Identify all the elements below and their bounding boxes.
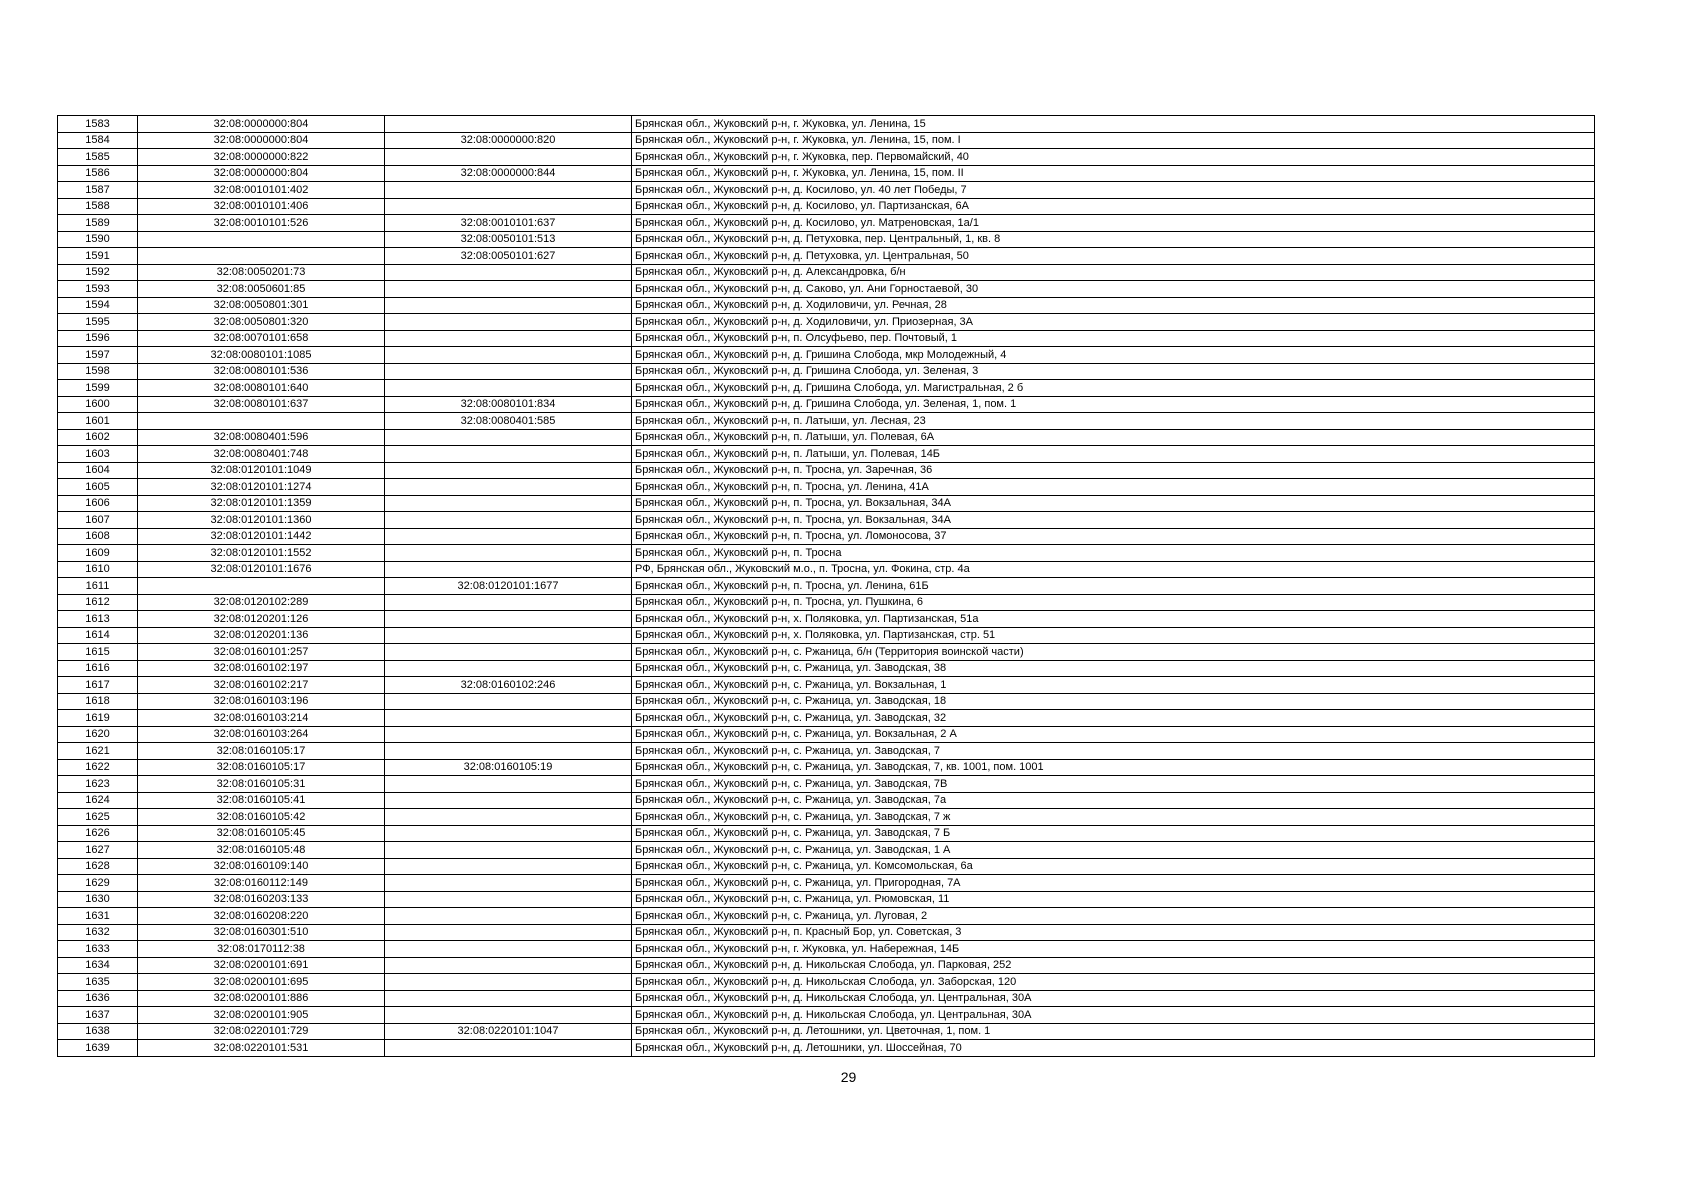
parent-cadastral-number-cell: [138, 413, 385, 430]
address-cell: Брянская обл., Жуковский р-н, с. Ржаница, ул. Луговая, 2: [632, 908, 1595, 925]
row-number-cell: 1597: [58, 347, 138, 364]
cadastral-number-cell: [385, 545, 632, 562]
row-number-cell: 1634: [58, 957, 138, 974]
table-row: [58, 413, 1595, 430]
cadastral-number-cell: [385, 957, 632, 974]
cadastral-number-cell: [385, 611, 632, 628]
parent-cadastral-number-cell: 32:08:0010101:406: [138, 198, 385, 215]
parent-cadastral-number-cell: 32:08:0160105:17: [138, 759, 385, 776]
cadastral-number-cell: [385, 858, 632, 875]
table-row: [58, 957, 1595, 974]
address-cell: Брянская обл., Жуковский р-н, д. Гришина Слобода, ул. Зеленая, 3: [632, 363, 1595, 380]
parent-cadastral-number-cell: 32:08:0160105:45: [138, 825, 385, 842]
address-cell: Брянская обл., Жуковский р-н, с. Ржаница, ул. Заводская, 7В: [632, 776, 1595, 793]
parent-cadastral-number-cell: 32:08:0220101:729: [138, 1023, 385, 1040]
address-cell: Брянская обл., Жуковский р-н, г. Жуковка, ул. Ленина, 15: [632, 116, 1595, 133]
table-row: [58, 561, 1595, 578]
page-number: 29: [840, 1069, 857, 1085]
parent-cadastral-number-cell: 32:08:0160112:149: [138, 875, 385, 892]
registry-table: [57, 115, 1595, 1057]
cadastral-number-cell: [385, 776, 632, 793]
parent-cadastral-number-cell: 32:08:0010101:526: [138, 215, 385, 232]
address-cell: Брянская обл., Жуковский р-н, с. Ржаница, ул. Заводская, 18: [632, 693, 1595, 710]
address-cell: Брянская обл., Жуковский р-н, с. Ржаница, б/н (Территория воинской части): [632, 644, 1595, 661]
parent-cadastral-number-cell: 32:08:0000000:804: [138, 165, 385, 182]
table-row: [58, 380, 1595, 397]
address-cell: Брянская обл., Жуковский р-н, п. Латыши, ул. Полевая, 14Б: [632, 446, 1595, 463]
address-cell: Брянская обл., Жуковский р-н, п. Латыши, ул. Лесная, 23: [632, 413, 1595, 430]
address-cell: Брянская обл., Жуковский р-н, г. Жуковка, ул. Набережная, 14Б: [632, 941, 1595, 958]
address-cell: Брянская обл., Жуковский р-н, с. Ржаница, ул. Заводская, 7, кв. 1001, пом. 1001: [632, 759, 1595, 776]
table-row: [58, 512, 1595, 529]
address-cell: Брянская обл., Жуковский р-н, д. Петуховка, пер. Центральный, 1, кв. 8: [632, 231, 1595, 248]
address-cell: Брянская обл., Жуковский р-н, п. Тросна, ул. Ленина, 41А: [632, 479, 1595, 496]
table-row: [58, 1040, 1595, 1057]
address-cell: Брянская обл., Жуковский р-н, с. Ржаница, ул. Пригородная, 7А: [632, 875, 1595, 892]
address-cell: Брянская обл., Жуковский р-н, с. Ржаница, ул. Вокзальная, 2 А: [632, 726, 1595, 743]
address-cell: Брянская обл., Жуковский р-н, п. Красный Бор, ул. Советская, 3: [632, 924, 1595, 941]
row-number-cell: 1590: [58, 231, 138, 248]
parent-cadastral-number-cell: 32:08:0120201:136: [138, 627, 385, 644]
cadastral-number-cell: [385, 429, 632, 446]
cadastral-number-cell: [385, 380, 632, 397]
parent-cadastral-number-cell: [138, 248, 385, 265]
row-number-cell: 1624: [58, 792, 138, 809]
address-cell: Брянская обл., Жуковский р-н, х. Поляковка, ул. Партизанская, 51а: [632, 611, 1595, 628]
address-cell: Брянская обл., Жуковский р-н, д. Никольская Слобода, ул. Центральная, 30А: [632, 1007, 1595, 1024]
cadastral-number-cell: [385, 264, 632, 281]
table-row: [58, 809, 1595, 826]
table-row: [58, 330, 1595, 347]
table-row: [58, 990, 1595, 1007]
row-number-cell: 1633: [58, 941, 138, 958]
row-number-cell: 1610: [58, 561, 138, 578]
cadastral-number-cell: [385, 908, 632, 925]
address-cell: Брянская обл., Жуковский р-н, п. Тросна, ул. Заречная, 36: [632, 462, 1595, 479]
parent-cadastral-number-cell: 32:08:0160105:31: [138, 776, 385, 793]
parent-cadastral-number-cell: 32:08:0120201:126: [138, 611, 385, 628]
row-number-cell: 1627: [58, 842, 138, 859]
registry-table-body: [58, 116, 1595, 1057]
cadastral-number-cell: 32:08:0080101:834: [385, 396, 632, 413]
table-row: [58, 611, 1595, 628]
row-number-cell: 1588: [58, 198, 138, 215]
cadastral-number-cell: 32:08:0080401:585: [385, 413, 632, 430]
parent-cadastral-number-cell: 32:08:0120101:1360: [138, 512, 385, 529]
address-cell: Брянская обл., Жуковский р-н, с. Ржаница, ул. Заводская, 7 ж: [632, 809, 1595, 826]
parent-cadastral-number-cell: 32:08:0120101:1676: [138, 561, 385, 578]
parent-cadastral-number-cell: 32:08:0220101:531: [138, 1040, 385, 1057]
cadastral-number-cell: [385, 974, 632, 991]
parent-cadastral-number-cell: 32:08:0160301:510: [138, 924, 385, 941]
row-number-cell: 1585: [58, 149, 138, 166]
row-number-cell: 1598: [58, 363, 138, 380]
parent-cadastral-number-cell: 32:08:0120101:1274: [138, 479, 385, 496]
row-number-cell: 1630: [58, 891, 138, 908]
cadastral-number-cell: [385, 644, 632, 661]
cadastral-number-cell: [385, 446, 632, 463]
address-cell: Брянская обл., Жуковский р-н, г. Жуковка, ул. Ленина, 15, пом. II: [632, 165, 1595, 182]
cadastral-number-cell: 32:08:0000000:844: [385, 165, 632, 182]
cadastral-number-cell: [385, 842, 632, 859]
cadastral-number-cell: 32:08:0050101:627: [385, 248, 632, 265]
cadastral-number-cell: [385, 825, 632, 842]
table-row: [58, 776, 1595, 793]
row-number-cell: 1594: [58, 297, 138, 314]
row-number-cell: 1612: [58, 594, 138, 611]
row-number-cell: 1604: [58, 462, 138, 479]
parent-cadastral-number-cell: 32:08:0200101:905: [138, 1007, 385, 1024]
cadastral-number-cell: [385, 182, 632, 199]
parent-cadastral-number-cell: 32:08:0070101:658: [138, 330, 385, 347]
table-row: [58, 446, 1595, 463]
row-number-cell: 1617: [58, 677, 138, 694]
table-row: [58, 479, 1595, 496]
cadastral-number-cell: [385, 809, 632, 826]
address-cell: Брянская обл., Жуковский р-н, г. Жуковка, ул. Ленина, 15, пом. I: [632, 132, 1595, 149]
row-number-cell: 1620: [58, 726, 138, 743]
row-number-cell: 1635: [58, 974, 138, 991]
parent-cadastral-number-cell: 32:08:0160103:264: [138, 726, 385, 743]
row-number-cell: 1613: [58, 611, 138, 628]
parent-cadastral-number-cell: 32:08:0120101:1442: [138, 528, 385, 545]
table-row: [58, 132, 1595, 149]
row-number-cell: 1593: [58, 281, 138, 298]
cadastral-number-cell: [385, 627, 632, 644]
address-cell: Брянская обл., Жуковский р-н, д. Ходиловичи, ул. Речная, 28: [632, 297, 1595, 314]
cadastral-number-cell: [385, 528, 632, 545]
table-row: [58, 1023, 1595, 1040]
address-cell: Брянская обл., Жуковский р-н, с. Ржаница, ул. Рюмовская, 11: [632, 891, 1595, 908]
row-number-cell: 1623: [58, 776, 138, 793]
cadastral-number-cell: [385, 660, 632, 677]
row-number-cell: 1618: [58, 693, 138, 710]
parent-cadastral-number-cell: 32:08:0160203:133: [138, 891, 385, 908]
row-number-cell: 1621: [58, 743, 138, 760]
row-number-cell: 1632: [58, 924, 138, 941]
row-number-cell: 1589: [58, 215, 138, 232]
parent-cadastral-number-cell: 32:08:0080101:637: [138, 396, 385, 413]
table-row: [58, 594, 1595, 611]
row-number-cell: 1636: [58, 990, 138, 1007]
table-row: [58, 297, 1595, 314]
row-number-cell: 1586: [58, 165, 138, 182]
row-number-cell: 1615: [58, 644, 138, 661]
address-cell: Брянская обл., Жуковский р-н, с. Ржаница, ул. Заводская, 7а: [632, 792, 1595, 809]
table-row: [58, 248, 1595, 265]
table-row: [58, 677, 1595, 694]
table-row: [58, 644, 1595, 661]
address-cell: Брянская обл., Жуковский р-н, д. Никольская Слобода, ул. Заборская, 120: [632, 974, 1595, 991]
parent-cadastral-number-cell: 32:08:0080101:536: [138, 363, 385, 380]
cadastral-number-cell: [385, 479, 632, 496]
table-row: [58, 198, 1595, 215]
row-number-cell: 1603: [58, 446, 138, 463]
cadastral-number-cell: [385, 1040, 632, 1057]
cadastral-number-cell: 32:08:0160102:246: [385, 677, 632, 694]
address-cell: Брянская обл., Жуковский р-н, с. Ржаница, ул. Вокзальная, 1: [632, 677, 1595, 694]
row-number-cell: 1637: [58, 1007, 138, 1024]
cadastral-number-cell: [385, 941, 632, 958]
cadastral-number-cell: [385, 347, 632, 364]
row-number-cell: 1595: [58, 314, 138, 331]
parent-cadastral-number-cell: [138, 231, 385, 248]
address-cell: Брянская обл., Жуковский р-н, д. Косилово, ул. 40 лет Победы, 7: [632, 182, 1595, 199]
table-row: [58, 858, 1595, 875]
table-row: [58, 743, 1595, 760]
address-cell: Брянская обл., Жуковский р-н, п. Тросна, ул. Ломоносова, 37: [632, 528, 1595, 545]
address-cell: Брянская обл., Жуковский р-н, д. Гришина Слобода, ул. Зеленая, 1, пом. 1: [632, 396, 1595, 413]
table-row: [58, 792, 1595, 809]
parent-cadastral-number-cell: 32:08:0050801:301: [138, 297, 385, 314]
address-cell: Брянская обл., Жуковский р-н, п. Латыши, ул. Полевая, 6А: [632, 429, 1595, 446]
parent-cadastral-number-cell: 32:08:0050601:85: [138, 281, 385, 298]
parent-cadastral-number-cell: 32:08:0120101:1359: [138, 495, 385, 512]
parent-cadastral-number-cell: 32:08:0160102:217: [138, 677, 385, 694]
parent-cadastral-number-cell: 32:08:0160101:257: [138, 644, 385, 661]
address-cell: Брянская обл., Жуковский р-н, д. Косилово, ул. Партизанская, 6А: [632, 198, 1595, 215]
address-cell: Брянская обл., Жуковский р-н, с. Ржаница, ул. Заводская, 38: [632, 660, 1595, 677]
table-row: [58, 363, 1595, 380]
table-row: [58, 1007, 1595, 1024]
address-cell: Брянская обл., Жуковский р-н, п. Тросна: [632, 545, 1595, 562]
address-cell: Брянская обл., Жуковский р-н, с. Ржаница, ул. Заводская, 1 А: [632, 842, 1595, 859]
parent-cadastral-number-cell: 32:08:0080401:748: [138, 446, 385, 463]
cadastral-number-cell: [385, 726, 632, 743]
parent-cadastral-number-cell: 32:08:0000000:804: [138, 132, 385, 149]
cadastral-number-cell: [385, 710, 632, 727]
cadastral-number-cell: [385, 149, 632, 166]
table-row: [58, 891, 1595, 908]
address-cell: Брянская обл., Жуковский р-н, с. Ржаница, ул. Заводская, 7 Б: [632, 825, 1595, 842]
table-row: [58, 165, 1595, 182]
parent-cadastral-number-cell: 32:08:0120101:1552: [138, 545, 385, 562]
row-number-cell: 1587: [58, 182, 138, 199]
address-cell: Брянская обл., Жуковский р-н, п. Олсуфьево, пер. Почтовый, 1: [632, 330, 1595, 347]
table-row: [58, 941, 1595, 958]
cadastral-number-cell: 32:08:0220101:1047: [385, 1023, 632, 1040]
row-number-cell: 1600: [58, 396, 138, 413]
parent-cadastral-number-cell: 32:08:0120102:289: [138, 594, 385, 611]
parent-cadastral-number-cell: 32:08:0120101:1049: [138, 462, 385, 479]
row-number-cell: 1626: [58, 825, 138, 842]
row-number-cell: 1606: [58, 495, 138, 512]
cadastral-number-cell: [385, 462, 632, 479]
parent-cadastral-number-cell: 32:08:0000000:804: [138, 116, 385, 133]
cadastral-number-cell: [385, 743, 632, 760]
row-number-cell: 1605: [58, 479, 138, 496]
parent-cadastral-number-cell: 32:08:0160103:214: [138, 710, 385, 727]
address-cell: Брянская обл., Жуковский р-н, д. Ходиловичи, ул. Приозерная, 3А: [632, 314, 1595, 331]
parent-cadastral-number-cell: 32:08:0160105:41: [138, 792, 385, 809]
address-cell: Брянская обл., Жуковский р-н, п. Тросна, ул. Пушкина, 6: [632, 594, 1595, 611]
table-row: [58, 116, 1595, 133]
address-cell: Брянская обл., Жуковский р-н, с. Ржаница, ул. Комсомольская, 6а: [632, 858, 1595, 875]
parent-cadastral-number-cell: 32:08:0200101:695: [138, 974, 385, 991]
row-number-cell: 1638: [58, 1023, 138, 1040]
cadastral-number-cell: [385, 561, 632, 578]
cadastral-number-cell: [385, 198, 632, 215]
parent-cadastral-number-cell: 32:08:0160109:140: [138, 858, 385, 875]
table-row: [58, 314, 1595, 331]
parent-cadastral-number-cell: 32:08:0050801:320: [138, 314, 385, 331]
cadastral-number-cell: [385, 891, 632, 908]
parent-cadastral-number-cell: 32:08:0080101:1085: [138, 347, 385, 364]
table-row: [58, 396, 1595, 413]
parent-cadastral-number-cell: 32:08:0050201:73: [138, 264, 385, 281]
table-row: [58, 908, 1595, 925]
address-cell: Брянская обл., Жуковский р-н, х. Поляковка, ул. Партизанская, стр. 51: [632, 627, 1595, 644]
parent-cadastral-number-cell: 32:08:0080401:596: [138, 429, 385, 446]
table-row: [58, 215, 1595, 232]
table-row: [58, 726, 1595, 743]
address-cell: Брянская обл., Жуковский р-н, д. Саково, ул. Ани Горностаевой, 30: [632, 281, 1595, 298]
table-row: [58, 875, 1595, 892]
row-number-cell: 1616: [58, 660, 138, 677]
table-row: [58, 759, 1595, 776]
address-cell: Брянская обл., Жуковский р-н, п. Тросна, ул. Ленина, 61Б: [632, 578, 1595, 595]
address-cell: Брянская обл., Жуковский р-н, с. Ржаница, ул. Заводская, 7: [632, 743, 1595, 760]
cadastral-number-cell: [385, 512, 632, 529]
parent-cadastral-number-cell: 32:08:0010101:402: [138, 182, 385, 199]
table-row: [58, 281, 1595, 298]
cadastral-number-cell: [385, 495, 632, 512]
table-row: [58, 429, 1595, 446]
table-row: [58, 842, 1595, 859]
parent-cadastral-number-cell: 32:08:0160208:220: [138, 908, 385, 925]
address-cell: Брянская обл., Жуковский р-н, д. Гришина Слобода, мкр Молодежный, 4: [632, 347, 1595, 364]
parent-cadastral-number-cell: 32:08:0080101:640: [138, 380, 385, 397]
parent-cadastral-number-cell: 32:08:0160105:42: [138, 809, 385, 826]
cadastral-number-cell: [385, 990, 632, 1007]
table-row: [58, 528, 1595, 545]
row-number-cell: 1601: [58, 413, 138, 430]
address-cell: Брянская обл., Жуковский р-н, д. Косилово, ул. Матреновская, 1а/1: [632, 215, 1595, 232]
row-number-cell: 1596: [58, 330, 138, 347]
cadastral-number-cell: [385, 792, 632, 809]
address-cell: Брянская обл., Жуковский р-н, с. Ржаница, ул. Заводская, 32: [632, 710, 1595, 727]
row-number-cell: 1631: [58, 908, 138, 925]
row-number-cell: 1639: [58, 1040, 138, 1057]
address-cell: Брянская обл., Жуковский р-н, г. Жуковка, пер. Первомайский, 40: [632, 149, 1595, 166]
parent-cadastral-number-cell: 32:08:0160102:197: [138, 660, 385, 677]
table-row: [58, 182, 1595, 199]
cadastral-number-cell: [385, 1007, 632, 1024]
table-row: [58, 545, 1595, 562]
table-row: [58, 974, 1595, 991]
row-number-cell: 1591: [58, 248, 138, 265]
cadastral-number-cell: [385, 594, 632, 611]
table-row: [58, 495, 1595, 512]
table-row: [58, 924, 1595, 941]
cadastral-number-cell: 32:08:0160105:19: [385, 759, 632, 776]
row-number-cell: 1608: [58, 528, 138, 545]
row-number-cell: 1602: [58, 429, 138, 446]
cadastral-number-cell: [385, 330, 632, 347]
cadastral-number-cell: [385, 363, 632, 380]
table-row: [58, 693, 1595, 710]
cadastral-number-cell: [385, 116, 632, 133]
row-number-cell: 1628: [58, 858, 138, 875]
row-number-cell: 1599: [58, 380, 138, 397]
parent-cadastral-number-cell: 32:08:0160103:196: [138, 693, 385, 710]
row-number-cell: 1592: [58, 264, 138, 281]
table-row: [58, 231, 1595, 248]
cadastral-number-cell: 32:08:0010101:637: [385, 215, 632, 232]
address-cell: Брянская обл., Жуковский р-н, д. Никольская Слобода, ул. Центральная, 30А: [632, 990, 1595, 1007]
cadastral-number-cell: 32:08:0000000:820: [385, 132, 632, 149]
row-number-cell: 1583: [58, 116, 138, 133]
table-row: [58, 264, 1595, 281]
address-cell: РФ, Брянская обл., Жуковский м.о., п. Тросна, ул. Фокина, стр. 4а: [632, 561, 1595, 578]
cadastral-number-cell: [385, 314, 632, 331]
cadastral-number-cell: 32:08:0120101:1677: [385, 578, 632, 595]
address-cell: Брянская обл., Жуковский р-н, п. Тросна, ул. Вокзальная, 34А: [632, 512, 1595, 529]
cadastral-number-cell: 32:08:0050101:513: [385, 231, 632, 248]
parent-cadastral-number-cell: 32:08:0160105:17: [138, 743, 385, 760]
table-row: [58, 462, 1595, 479]
table-row: [58, 347, 1595, 364]
address-cell: Брянская обл., Жуковский р-н, д. Летошники, ул. Цветочная, 1, пом. 1: [632, 1023, 1595, 1040]
row-number-cell: 1625: [58, 809, 138, 826]
table-row: [58, 578, 1595, 595]
parent-cadastral-number-cell: 32:08:0200101:886: [138, 990, 385, 1007]
row-number-cell: 1607: [58, 512, 138, 529]
address-cell: Брянская обл., Жуковский р-н, п. Тросна, ул. Вокзальная, 34А: [632, 495, 1595, 512]
cadastral-number-cell: [385, 297, 632, 314]
row-number-cell: 1584: [58, 132, 138, 149]
parent-cadastral-number-cell: 32:08:0200101:691: [138, 957, 385, 974]
table-row: [58, 660, 1595, 677]
cadastral-number-cell: [385, 693, 632, 710]
address-cell: Брянская обл., Жуковский р-н, д. Никольская Слобода, ул. Парковая, 252: [632, 957, 1595, 974]
parent-cadastral-number-cell: 32:08:0160105:48: [138, 842, 385, 859]
cadastral-number-cell: [385, 875, 632, 892]
address-cell: Брянская обл., Жуковский р-н, д. Гришина Слобода, ул. Магистральная, 2 б: [632, 380, 1595, 397]
cadastral-number-cell: [385, 924, 632, 941]
parent-cadastral-number-cell: 32:08:0000000:822: [138, 149, 385, 166]
row-number-cell: 1622: [58, 759, 138, 776]
row-number-cell: 1611: [58, 578, 138, 595]
table-row: [58, 825, 1595, 842]
address-cell: Брянская обл., Жуковский р-н, д. Летошники, ул. Шоссейная, 70: [632, 1040, 1595, 1057]
table-row: [58, 710, 1595, 727]
table-row: [58, 149, 1595, 166]
address-cell: Брянская обл., Жуковский р-н, д. Петуховка, ул. Центральная, 50: [632, 248, 1595, 265]
row-number-cell: 1629: [58, 875, 138, 892]
cadastral-number-cell: [385, 281, 632, 298]
parent-cadastral-number-cell: [138, 578, 385, 595]
table-row: [58, 627, 1595, 644]
row-number-cell: 1614: [58, 627, 138, 644]
row-number-cell: 1609: [58, 545, 138, 562]
parent-cadastral-number-cell: 32:08:0170112:38: [138, 941, 385, 958]
row-number-cell: 1619: [58, 710, 138, 727]
address-cell: Брянская обл., Жуковский р-н, д. Александровка, б/н: [632, 264, 1595, 281]
